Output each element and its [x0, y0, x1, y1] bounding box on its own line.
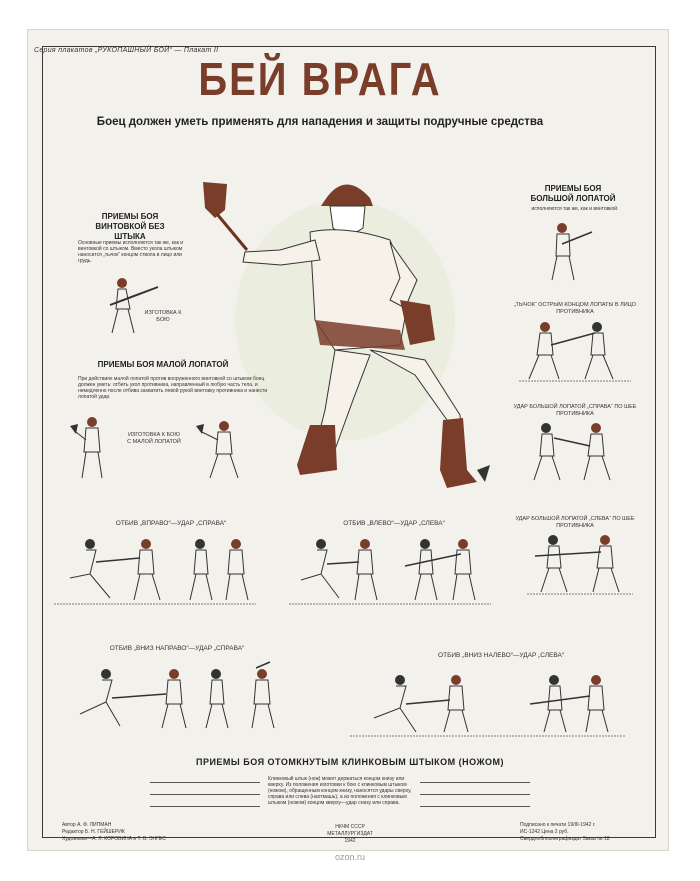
bayonet-section-heading: ПРИЕМЫ БОЯ ВИНТОВКОЙ БЕЗ ШТЫКА: [95, 212, 165, 241]
big-shovel-heading: ПРИЕМЫ БОЯ БОЛЬШОЙ ЛОПАТОЙ: [530, 184, 616, 203]
jab-caption: „ТЫЧОК“ ОСТРЫМ КОНЦОМ ЛОПАТЫ В ЛИЦО ПРОТИВНИКА: [514, 302, 636, 315]
strike-left-figures: [525, 528, 635, 598]
parry-down-left-caption: ОТБИВ „ВНИЗ НАЛЕВО“—УДАР „СЛЕВА“: [438, 652, 564, 659]
big-shovel-ready-figure: [542, 220, 602, 286]
parry-down-left-figures: [350, 666, 626, 740]
small-shovel-heading: ПРИЕМЫ БОЯ МАЛОЙ ЛОПАТОЙ: [97, 360, 229, 369]
small-shovel-caption: ИЗГОТОВКА К БОЮ С МАЛОЙ ЛОПАТОЙ: [127, 432, 181, 445]
small-shovel-text: При действиях малой лопатой против вооруженного винтовкой со штыком боец должен уметь: отбить укол противника, направленный в любую часть тела, и немедленно после отбива захватить левой рукой винтовку противника и нанести лопатой удар.: [78, 376, 268, 400]
footer-print-line-2: ИС-1242 Цена 2 руб.: [520, 829, 569, 835]
parry-down-right-caption: ОТБИВ „ВНИЗ НАПРАВО“—УДАР „СПРАВА“: [109, 645, 245, 652]
parry-down-right-figures: [66, 658, 286, 736]
jab-figures: [515, 315, 635, 385]
parry-right-caption: ОТБИВ „ВПРАВО“—УДАР „СПРАВА“: [115, 520, 227, 527]
parry-right-figures: [50, 532, 260, 610]
footer-publisher-line-1: НКЧМ СССР: [335, 824, 365, 830]
footer-print-info: [520, 822, 640, 843]
bayonet-section-text: Основные приемы исполняются так же, как и винтовкой со штыком. Вместо укола штыком наносится „тычок“ концом ствола в лицо или грудь.: [78, 240, 184, 264]
footer-publisher: [300, 824, 400, 845]
strike-left-caption: УДАР БОЛЬШОЙ ЛОПАТОЙ „СЛЕВА“ ПО ШЕЕ ПРОТИВНИКА: [515, 516, 635, 529]
poster-title: БЕЙ ВРАГА: [198, 54, 442, 106]
strike-right-caption: УДАР БОЛЬШОЙ ЛОПАТОЙ „СПРАВА“ ПО ШЕЕ ПРОТИВНИКА: [513, 404, 637, 417]
footer-author-line: Автор А. Ф. ЛИПМАН: [62, 822, 112, 828]
big-shovel-text: исполняются так же, как и винтовкой.: [531, 206, 619, 212]
small-shovel-figure-front: [64, 414, 124, 484]
footer-print-line-1: Подписано к печати 19/III-1942 г.: [520, 822, 596, 828]
footer-print-line-3: Свердлоблполиграфиздат Заказ № 18: [520, 836, 610, 842]
small-shovel-figure-side: [190, 418, 250, 484]
rifle-ready-caption: ИЗГОТОВКА К БОЮ: [144, 310, 182, 323]
parry-left-figures: [285, 532, 495, 610]
ozon-watermark: ozon.ru: [334, 852, 366, 862]
poster-subtitle: Боец должен уметь применять для нападения и защиты подручные средства: [96, 116, 544, 128]
footer-editor-line: Редактор Б. Н. ГЕЙШЕРИК: [62, 829, 125, 835]
strike-right-figures: [520, 416, 630, 486]
knife-section-title: ПРИЕМЫ БОЯ ОТОМКНУТЫМ КЛИНКОВЫМ ШТЫКОМ (НОЖОМ): [195, 757, 505, 767]
footer-authors: [62, 822, 222, 843]
footer-publisher-line-2: МЕТАЛЛУРГИЗДАТ: [327, 831, 373, 837]
rifle-ready-figure: [100, 275, 170, 340]
parry-left-caption: ОТБИВ „ВЛЕВО“—УДАР „СЛЕВА“: [343, 520, 445, 527]
knife-section-text: Клинковый штык (нож) может держаться концом книзу или кверху. Из положения изготовки к бою с клинковым штыком (ножом), обращенным концом книзу, наносятся удары сверху, справа или слева (наотмашь), а из положения с клинковым штыком (ножом) концом кверху—удар снизу или справа.: [268, 776, 412, 806]
series-line: Серия плакатов „РУКОПАШНЫЙ БОЙ“ — Плакат II: [34, 47, 219, 54]
footer-artists-line: Художники—А. Л. КОРОВИНА и Т. В. ЭНГЕС: [62, 836, 166, 842]
footer-publisher-line-3: 1942: [344, 838, 356, 844]
